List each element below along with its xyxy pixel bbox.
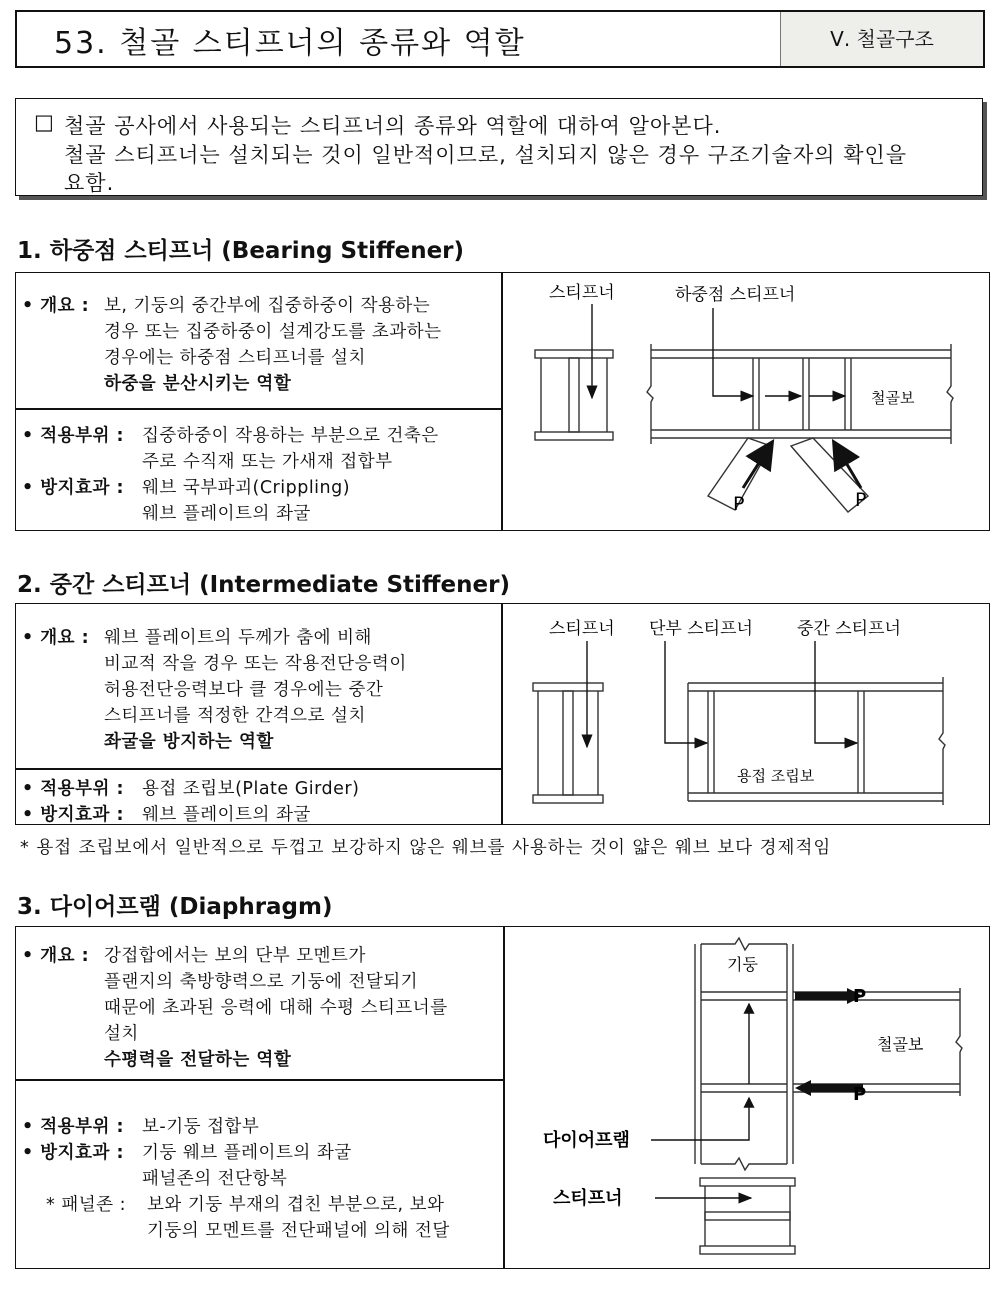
s3-apply-line: 보-기둥 접합부 [142, 1117, 260, 1137]
load-p-label: P [733, 493, 745, 515]
s2-overview-label: • 개요 : [22, 628, 90, 648]
s2-overview-line: 허용전단응력보다 클 경우에는 중간 [104, 680, 384, 700]
s3-overview-line: 강접합에서는 보의 단부 모멘트가 [104, 946, 366, 966]
intermediate-stiffener-label: 중간 스티프너 [797, 619, 901, 639]
s2-overview-role: 좌굴을 방지하는 역할 [104, 732, 274, 752]
s3-overview-line: 때문에 초과된 응력에 대해 수평 스티프너를 [104, 998, 448, 1018]
section-2-hline [15, 768, 502, 770]
s3-apply-label: • 적용부위 : [22, 1117, 124, 1137]
s2-apply-line: 용접 조립보(Plate Girder) [142, 779, 360, 799]
intro-line-3: 요함. [64, 171, 115, 195]
stiffener-label: 스티프너 [549, 283, 615, 303]
section-1-hline [15, 408, 502, 410]
diaphragm-label: 다이어프램 [543, 1130, 630, 1151]
load-arrow [743, 444, 771, 488]
stiffener-label: 스티프너 [553, 1188, 623, 1209]
s3-panel-note-label: * 패널존 : [46, 1195, 126, 1215]
bearing-stiffener-diagram [503, 274, 988, 529]
intermediate-stiffener-arrow [815, 641, 857, 743]
s3-panel-note-line: 보와 기둥 부재의 겹친 부분으로, 보와 [147, 1195, 445, 1215]
s1-overview-line: 보, 기둥의 중간부에 집중하중이 작용하는 [104, 296, 431, 316]
intermediate-stiffener-diagram [503, 605, 988, 823]
s1-overview-line: 경우 또는 집중하중이 설계강도를 초과하는 [104, 322, 442, 342]
s3-panel-note-line: 기둥의 모멘트를 전단패널에 의해 전달 [147, 1221, 450, 1241]
girder-label: 용접 조립보 [737, 767, 815, 785]
s2-effect-label: • 방지효과 : [22, 805, 124, 825]
end-stiffener-arrow [665, 641, 707, 743]
i-section-icon [700, 1178, 795, 1254]
page-title: 53. 철골 스티프너의 종류와 역할 [54, 26, 526, 61]
s2-overview-line: 스티프너를 적정한 간격으로 설치 [104, 706, 366, 726]
section-2-heading: 2. 중간 스티프너 (Intermediate Stiffener) [17, 572, 510, 598]
bearing-arrow [713, 308, 753, 396]
s1-overview-role: 하중을 분산시키는 역할 [104, 374, 292, 394]
s3-overview-line: 플랜지의 축방향력으로 기둥에 전달되기 [104, 972, 419, 992]
s1-apply-line: 주로 수직재 또는 가새재 접합부 [142, 452, 393, 472]
bearing-stiffener-label: 하중점 스티프너 [675, 285, 796, 305]
s3-overview-line: 설치 [104, 1024, 139, 1044]
s2-overview-line: 비교적 작을 경우 또는 작용전단응력이 [104, 654, 407, 674]
chapter-tag: Ⅴ. 철골구조 [780, 12, 983, 66]
i-section-icon [533, 683, 603, 803]
plate-girder [688, 677, 945, 805]
diaphragm-pointer-arrow [651, 1098, 749, 1140]
s1-apply-label: • 적용부위 : [22, 426, 124, 446]
s3-overview-role: 수평력을 전달하는 역할 [104, 1050, 292, 1070]
diaphragm-diagram [505, 928, 988, 1267]
section-2-note: * 용접 조립보에서 일반적으로 두껍고 보강하지 않은 웨브를 사용하는 것이 얇은 웨브 보다 경제적임 [20, 838, 832, 858]
i-section-icon [535, 350, 613, 440]
s3-effect-line: 기둥 웨브 플레이트의 좌굴 [142, 1143, 352, 1163]
s2-effect-line: 웨브 플레이트의 좌굴 [142, 805, 311, 825]
intro-checkbox-icon: □ [34, 110, 55, 134]
section-3-heading: 3. 다이어프램 (Diaphragm) [17, 894, 333, 920]
force-p-label: P [853, 986, 867, 1007]
s2-overview-line: 웨브 플레이트의 두께가 춤에 비해 [104, 628, 372, 648]
s3-overview-label: • 개요 : [22, 946, 90, 966]
load-p-label: P [855, 489, 867, 511]
section-1-heading: 1. 하중점 스티프너 (Bearing Stiffener) [17, 238, 465, 264]
force-p-label: P [853, 1084, 867, 1105]
beam-label: 철골보 [871, 389, 915, 407]
intro-line-2: 철골 스티프너는 설치되는 것이 일반적이므로, 설치되지 않은 경우 구조기술자의 확인을 [64, 143, 908, 167]
end-stiffener-label: 단부 스티프너 [649, 619, 753, 639]
stiffener-label: 스티프너 [549, 619, 615, 639]
s1-effect-label: • 방지효과 : [22, 478, 124, 498]
column-label: 기둥 [727, 955, 758, 974]
s1-overview-line: 경우에는 하중점 스티프너를 설치 [104, 348, 366, 368]
s1-effect-line: 웨브 플레이트의 좌굴 [142, 504, 311, 524]
s3-effect-label: • 방지효과 : [22, 1143, 124, 1163]
beam-label: 철골보 [877, 1035, 924, 1054]
s2-apply-label: • 적용부위 : [22, 779, 124, 799]
s1-overview-label: • 개요 : [22, 296, 90, 316]
s1-effect-line: 웨브 국부파괴(Crippling) [142, 478, 351, 498]
section-3-hline [15, 1079, 504, 1081]
intro-line-1: 철골 공사에서 사용되는 스티프너의 종류와 역할에 대하여 알아본다. [64, 114, 722, 138]
brace-members [708, 438, 868, 512]
s1-apply-line: 집중하중이 작용하는 부분으로 건축은 [142, 426, 439, 446]
s3-effect-line: 패널존의 전단항복 [142, 1169, 288, 1189]
